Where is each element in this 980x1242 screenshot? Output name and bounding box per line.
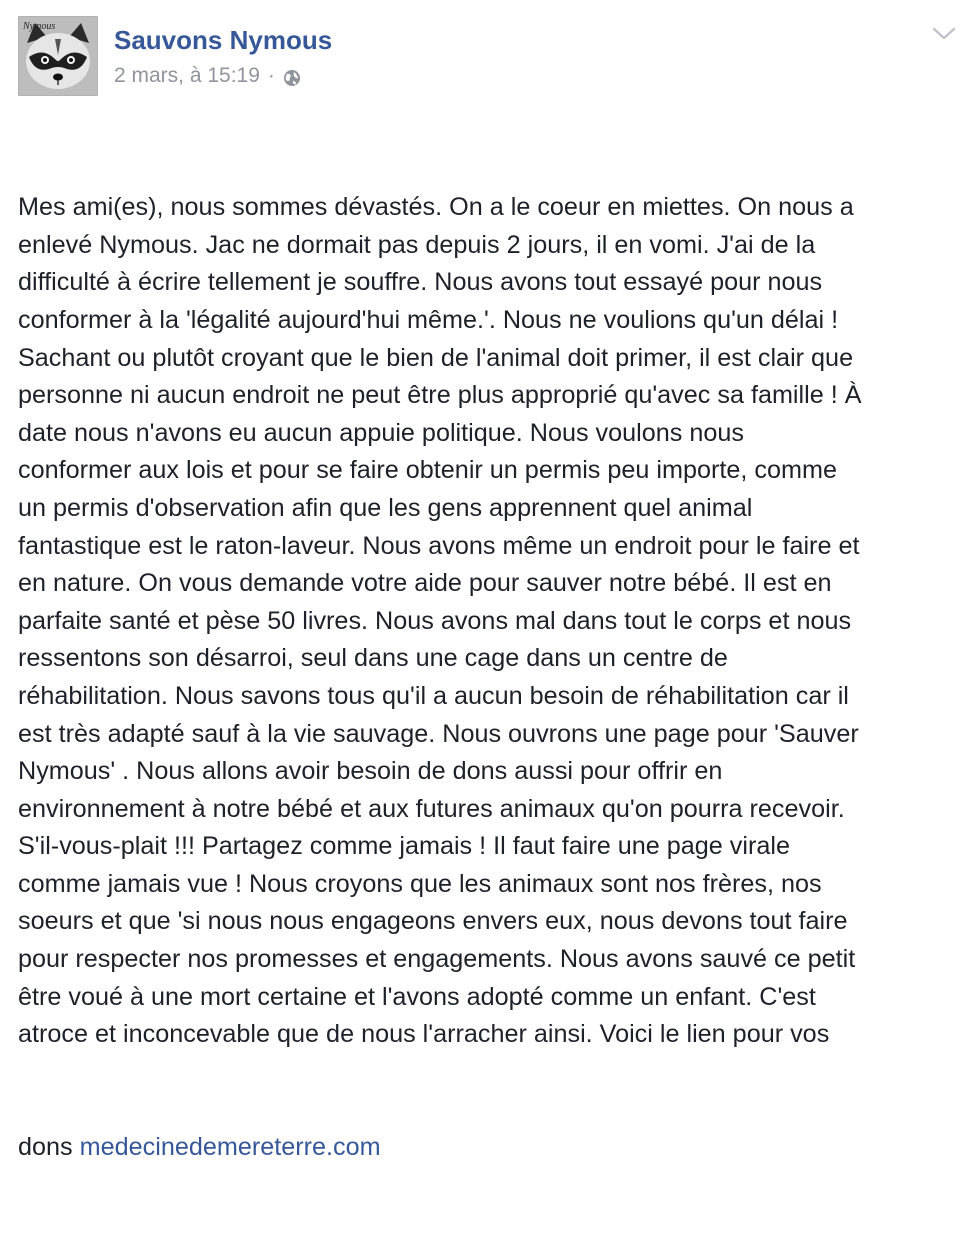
post-body-line: pour respecter nos promesses et engagements. Nous avons sauvé ce petit	[18, 945, 856, 974]
post-meta	[114, 62, 301, 90]
post-body-line: S'il-vous-plait !!! Partagez comme jamais ! Il faut faire une page virale	[18, 832, 790, 861]
globe-icon[interactable]	[283, 67, 301, 85]
post-body-line: Nymous' . Nous allons avoir besoin de dons aussi pour offrir en	[18, 757, 723, 786]
post-body-line: réhabilitation. Nous savons tous qu'il a aucun besoin de réhabilitation car il	[18, 681, 849, 710]
post-body-line: fantastique est le raton-laveur. Nous avons même un endroit pour le faire et	[18, 531, 860, 560]
raccoon-avatar-icon	[19, 17, 97, 95]
avatar-caption: Nymous	[23, 21, 56, 32]
post-body-line: conformer à la 'légalité aujourd'hui même.'. Nous ne voulions qu'un délai !	[18, 305, 839, 334]
post-body-line: ressentons son désarroi, seul dans une cage dans un centre de	[18, 644, 728, 673]
post-body-line: atroce et inconcevable que de nous l'arracher ainsi. Voici le lien pour vos	[18, 1020, 830, 1049]
chevron-down-icon[interactable]	[930, 24, 958, 44]
post-body-line: soeurs et que 'si nous nous engageons envers eux, nous devons tout faire	[18, 907, 848, 936]
post-body-line: un permis d'observation afin que les gens apprennent quel animal	[18, 493, 753, 522]
post-body-line: enlevé Nymous. Jac ne dormait pas depuis 2 jours, il en vomi. J'ai de la	[18, 230, 816, 259]
page-avatar[interactable]	[18, 16, 98, 96]
post-body-line: en nature. On vous demande votre aide pour sauver notre bébé. Il est en	[18, 569, 832, 598]
last-line-prefix: dons	[18, 1133, 80, 1162]
post-body-line: comme jamais vue ! Nous croyons que les animaux sont nos frères, nos	[18, 869, 822, 898]
post-body-line: est très adapté sauf à la vie sauvage. Nous ouvrons une page pour 'Sauver	[18, 719, 859, 748]
post-body-line: date nous n'avons eu aucun appuie politique. Nous voulons nous	[18, 418, 744, 447]
meta-separator: ·	[267, 64, 275, 87]
post-body-line: personne ni aucun endroit ne peut être plus approprié qu'avec sa famille ! À	[18, 381, 862, 410]
post-body-line: difficulté à écrire tellement je souffre. Nous avons tout essayé pour nous	[18, 268, 823, 297]
post-body-last-line	[18, 1129, 968, 1167]
donation-link[interactable]: medecinedemereterre.com	[79, 1133, 381, 1162]
post-header	[18, 16, 962, 100]
post-body	[18, 114, 968, 1242]
post-body-line: environnement à notre bébé et aux futures animaux qu'on pourra recevoir.	[18, 794, 845, 823]
post-body-line: Mes ami(es), nous sommes dévastés. On a le coeur en miettes. On nous a	[18, 193, 854, 222]
post-body-lines	[18, 189, 968, 1054]
page-name-link[interactable]: Sauvons Nymous	[114, 25, 333, 55]
post-body-line: être voué à une mort certaine et l'avons adopté comme un enfant. C'est	[18, 982, 816, 1011]
post-body-line: Sachant ou plutôt croyant que le bien de l'animal doit primer, il est clair que	[18, 343, 854, 372]
post-body-line: conformer aux lois et pour se faire obtenir un permis peu importe, comme	[18, 456, 837, 485]
post-timestamp[interactable]: 2 mars, à 15:19	[114, 64, 260, 87]
post-body-line: parfaite santé et pèse 50 livres. Nous avons mal dans tout le corps et nous	[18, 606, 852, 635]
